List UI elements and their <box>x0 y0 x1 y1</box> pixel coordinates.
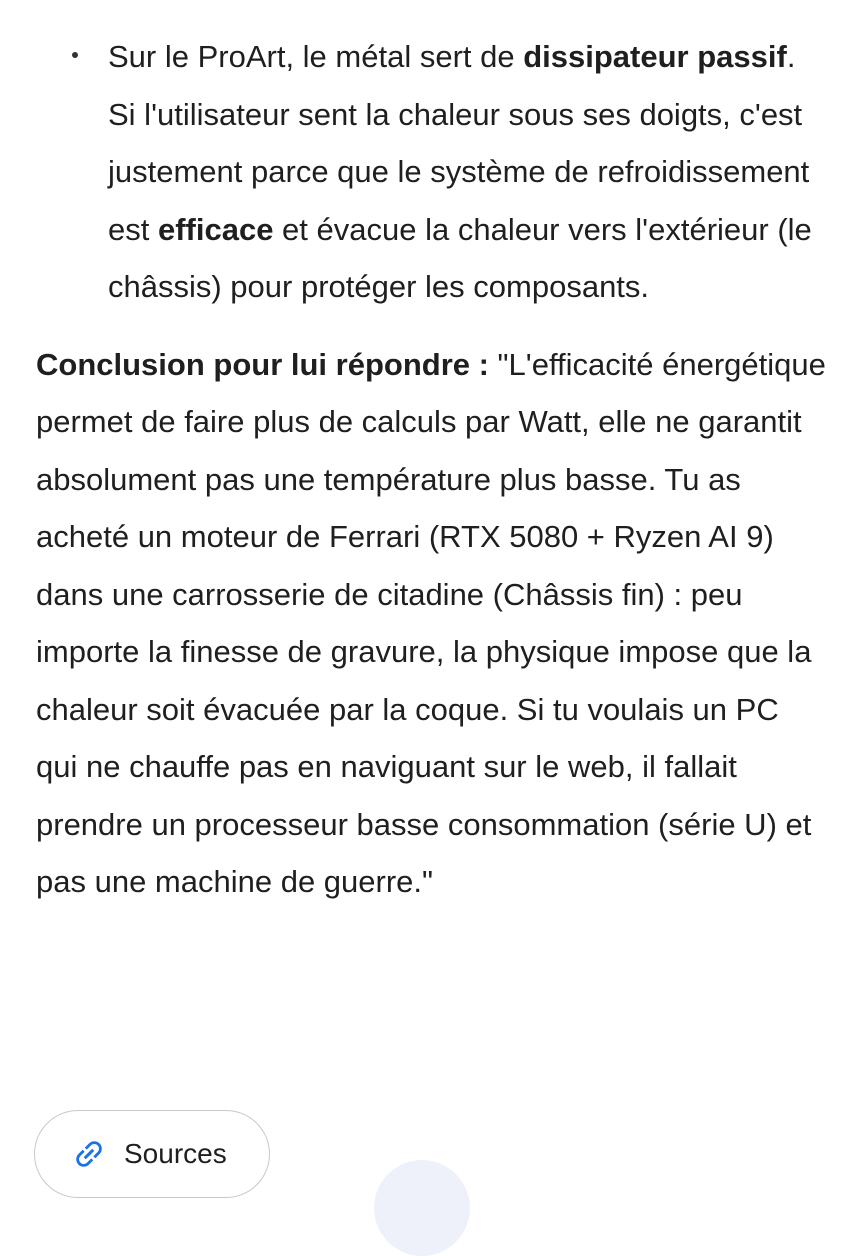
scroll-button-partial[interactable] <box>374 1160 470 1256</box>
bullet-bold-1: dissipateur passif <box>523 39 787 74</box>
bullet-text-2: . Si l'utilisateur sent la chaleur sous ses doigts, c'est justement parce que le système de refroidissement est <box>108 39 810 247</box>
conclusion-paragraph <box>36 336 826 911</box>
link-icon <box>71 1136 107 1172</box>
conclusion-label: Conclusion pour lui répondre : <box>36 346 489 382</box>
response-content <box>36 28 826 911</box>
bullet-bold-2: efficace <box>157 211 274 247</box>
sources-label: Sources <box>124 1138 227 1169</box>
bullet-text-3: et évacue la chaleur vers l'extérieur (le châssis) pour protéger les composants. <box>108 211 812 304</box>
bullet-dot <box>72 52 78 58</box>
bullet-text-1: Sur le ProArt, le métal sert de <box>108 39 524 74</box>
list-item <box>36 28 826 316</box>
conclusion-text: "L'efficacité énergétique permet de faire plus de calculs par Watt, elle ne garantit absolument pas une température plus basse. Tu as acheté un moteur de Ferrari (RTX 5080 + Ryzen AI 9) dans une carrosserie de citadine (Châssis fin) : peu importe la finesse de gravure, la physique impose que la chaleur soit évacuée par la coque. Si tu voulais un PC qui ne chauffe pas en naviguant sur le web, il fallait prendre un processeur basse consommation (série U) et pas une machine de guerre." <box>36 346 826 899</box>
sources-button[interactable] <box>34 1110 270 1198</box>
